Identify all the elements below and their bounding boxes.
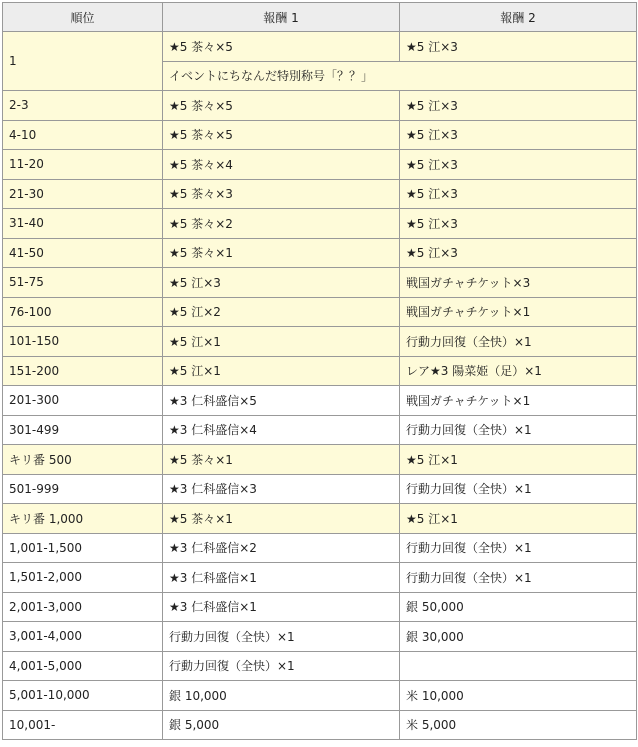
reward2-cell: ★5 江×3 (400, 209, 637, 239)
rank-cell: 201-300 (3, 386, 163, 416)
table-row (3, 297, 637, 327)
reward2-cell: レア★3 陽菜姫（足）×1 (400, 356, 637, 386)
reward2-cell: 行動力回復（全快）×1 (400, 415, 637, 445)
table-row (3, 445, 637, 475)
reward1-cell: 行動力回復（全快）×1 (163, 622, 400, 652)
table-row (3, 386, 637, 416)
reward1-cell: ★5 茶々×4 (163, 150, 400, 180)
reward2-cell: 銀 50,000 (400, 592, 637, 622)
reward1-cell: ★5 茶々×2 (163, 209, 400, 239)
reward1-cell: ★5 江×3 (163, 268, 400, 298)
reward2-cell: ★5 江×1 (400, 504, 637, 534)
reward2-cell: 銀 30,000 (400, 622, 637, 652)
table-row (3, 651, 637, 681)
rank-cell: 2-3 (3, 91, 163, 121)
rank-cell: 4,001-5,000 (3, 651, 163, 681)
reward2-cell: ★5 江×3 (400, 238, 637, 268)
rank-cell: 5,001-10,000 (3, 681, 163, 711)
rank-cell: 2,001-3,000 (3, 592, 163, 622)
table-row (3, 415, 637, 445)
reward1-cell: ★5 茶々×1 (163, 504, 400, 534)
reward2-cell: ★5 江×3 (400, 150, 637, 180)
rank-cell: 76-100 (3, 297, 163, 327)
reward2-cell: 戦国ガチャチケット×1 (400, 297, 637, 327)
table-row (3, 120, 637, 150)
reward2-cell: ★5 江×3 (400, 91, 637, 121)
rank-cell: 41-50 (3, 238, 163, 268)
table-row (3, 91, 637, 121)
table-row (3, 592, 637, 622)
reward2-cell: ★5 江×1 (400, 445, 637, 475)
rank-cell: 101-150 (3, 327, 163, 357)
reward1-cell: ★5 茶々×1 (163, 445, 400, 475)
reward1-cell: 銀 5,000 (163, 710, 400, 740)
table-row-rank-1 (3, 32, 637, 62)
rank-cell: 21-30 (3, 179, 163, 209)
header-reward-1: 報酬 1 (163, 3, 400, 32)
reward2-cell: 行動力回復（全快）×1 (400, 474, 637, 504)
reward1-cell: 銀 10,000 (163, 681, 400, 711)
table-row (3, 356, 637, 386)
reward1-cell: ★5 茶々×1 (163, 238, 400, 268)
table-row (3, 268, 637, 298)
rank-cell: 10,001- (3, 710, 163, 740)
reward1-cell: ★5 茶々×3 (163, 179, 400, 209)
header-reward-2: 報酬 2 (400, 3, 637, 32)
table-row (3, 710, 637, 740)
reward1-cell: ★3 仁科盛信×1 (163, 592, 400, 622)
reward1-cell: ★5 江×1 (163, 327, 400, 357)
rank-cell: 11-20 (3, 150, 163, 180)
header-rank: 順位 (3, 3, 163, 32)
reward2-cell (400, 651, 637, 681)
reward1-cell: ★3 仁科盛信×4 (163, 415, 400, 445)
reward2-cell: ★5 江×3 (400, 32, 637, 62)
reward1-cell: ★5 茶々×5 (163, 32, 400, 62)
rank-cell: 1,501-2,000 (3, 563, 163, 593)
reward1-cell: ★3 仁科盛信×3 (163, 474, 400, 504)
table-row (3, 563, 637, 593)
rank-cell: 301-499 (3, 415, 163, 445)
rank-cell: 501-999 (3, 474, 163, 504)
rank-cell: 3,001-4,000 (3, 622, 163, 652)
reward1-cell: ★5 茶々×5 (163, 120, 400, 150)
reward1-cell: 行動力回復（全快）×1 (163, 651, 400, 681)
reward2-cell: 米 5,000 (400, 710, 637, 740)
reward1-cell: ★3 仁科盛信×5 (163, 386, 400, 416)
reward1-cell: ★3 仁科盛信×1 (163, 563, 400, 593)
reward1-cell: ★5 江×2 (163, 297, 400, 327)
reward2-cell: 行動力回復（全快）×1 (400, 533, 637, 563)
reward1-cell: ★5 茶々×5 (163, 91, 400, 121)
reward1-cell: ★5 江×1 (163, 356, 400, 386)
table-row (3, 327, 637, 357)
table-row (3, 533, 637, 563)
rank-cell: 4-10 (3, 120, 163, 150)
table-row (3, 209, 637, 239)
rank-cell: 151-200 (3, 356, 163, 386)
special-title-cell: イベントにちなんだ特別称号「？？」 (163, 61, 637, 91)
table-row (3, 504, 637, 534)
reward2-cell: 行動力回復（全快）×1 (400, 563, 637, 593)
reward2-cell: 行動力回復（全快）×1 (400, 327, 637, 357)
rank-cell: キリ番 1,000 (3, 504, 163, 534)
table-row (3, 681, 637, 711)
rank-cell: 1,001-1,500 (3, 533, 163, 563)
rank-cell: 1 (3, 32, 163, 91)
reward2-cell: 戦国ガチャチケット×3 (400, 268, 637, 298)
reward2-cell: 戦国ガチャチケット×1 (400, 386, 637, 416)
reward2-cell: ★5 江×3 (400, 179, 637, 209)
rank-cell: 31-40 (3, 209, 163, 239)
table-row (3, 622, 637, 652)
reward2-cell: ★5 江×3 (400, 120, 637, 150)
reward2-cell: 米 10,000 (400, 681, 637, 711)
table-row (3, 474, 637, 504)
header-row (3, 3, 637, 32)
rank-cell: 51-75 (3, 268, 163, 298)
ranking-rewards-table (2, 2, 637, 740)
rank-cell: キリ番 500 (3, 445, 163, 475)
table-row (3, 238, 637, 268)
table-row (3, 150, 637, 180)
reward1-cell: ★3 仁科盛信×2 (163, 533, 400, 563)
table-row (3, 179, 637, 209)
